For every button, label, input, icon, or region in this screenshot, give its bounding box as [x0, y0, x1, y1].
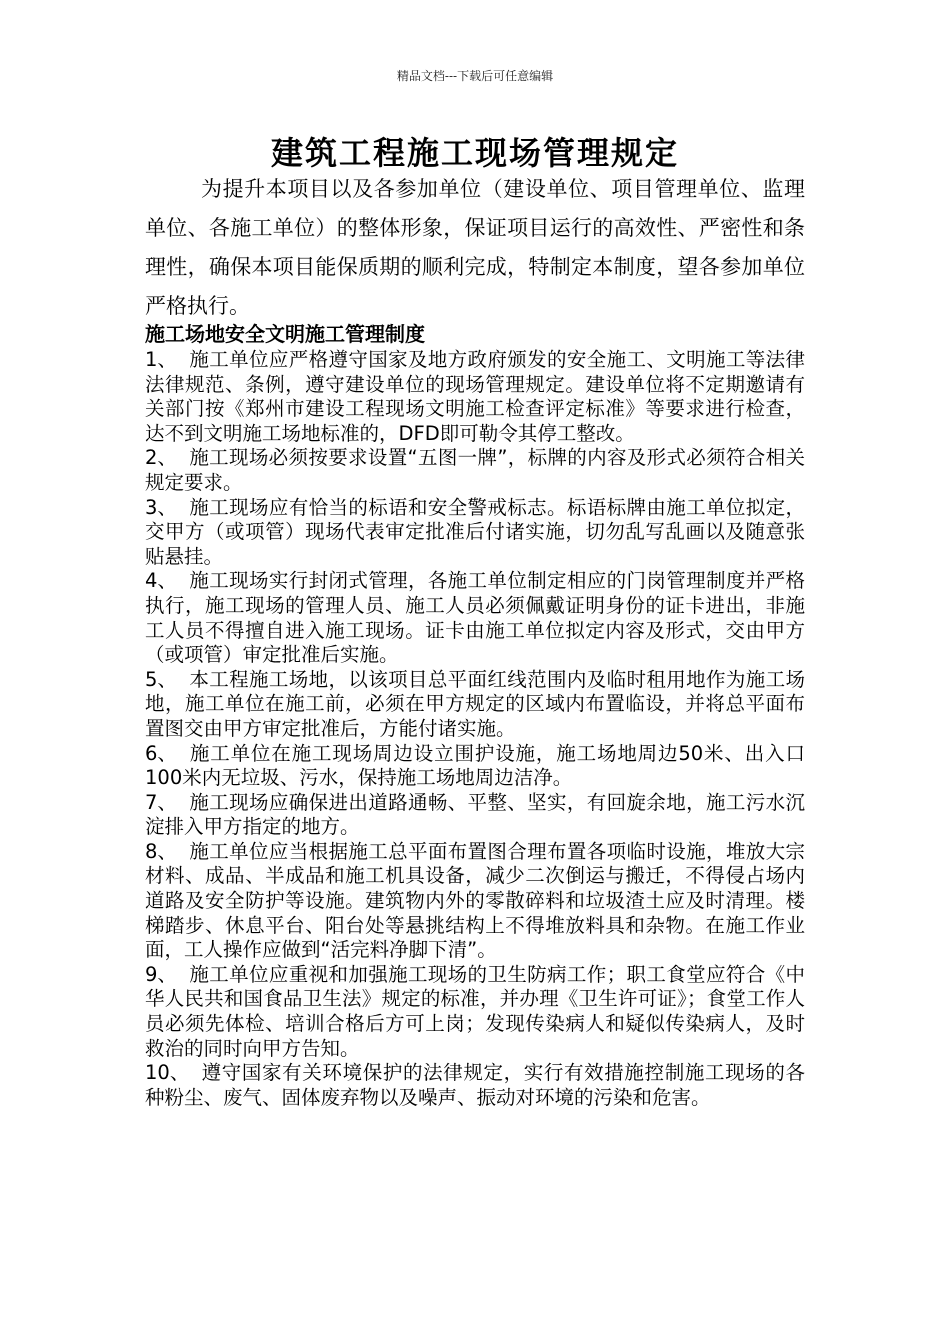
- rule-number: 2、: [145, 446, 177, 470]
- rule-item-10: [145, 1061, 805, 1110]
- rule-text: 施工现场实行封闭式管理，各施工单位制定相应的门岗管理制度并严格执行，施工现场的管理人员、施工人员必须佩戴证明身份的证卡进出，非施工人员不得擅自进入施工现场。证卡由施工单位拟定内容及形式，交由甲方（或项管）审定批准后实施。: [145, 569, 805, 667]
- rule-item-6: [145, 742, 805, 791]
- document-title: 建筑工程施工现场管理规定: [270, 134, 679, 172]
- rule-text: 施工现场应确保进出道路通畅、平整、坚实，有回旋余地，施工污水沉淀排入甲方指定的地方。: [145, 790, 805, 839]
- rule-number: 9、: [145, 962, 177, 986]
- rule-item-9: [145, 963, 805, 1061]
- rule-text: 施工单位应重视和加强施工现场的卫生防病工作；职工食堂应符合《中华人民共和国食品卫生法》规定的标准，并办理《卫生许可证》；食堂工作人员必须先体检、培训合格后方可上岗；发现传染病人和疑似传染病人，及时救治的同时向甲方告知。: [145, 962, 805, 1060]
- rule-number: 5、: [145, 667, 177, 691]
- rule-number: 8、: [145, 839, 177, 863]
- intro-paragraph: 为提升本项目以及各参加单位（建设单位、项目管理单位、监理单位、各施工单位）的整体形象，保证项目运行的高效性、严密性和条理性，确保本项目能保质期的顺利完成，特制定本制度，望各参加单位严格执行。: [145, 177, 805, 318]
- rule-item-2: [145, 446, 805, 495]
- rule-item-3: [145, 496, 805, 570]
- header-note: 精品文档---下载后可任意编辑: [396, 69, 554, 83]
- rule-text: 施工现场必须按要求设置“五图一牌”，标牌的内容及形式必须符合相关规定要求。: [145, 446, 805, 494]
- rule-item-8: [145, 840, 805, 963]
- rule-text: 施工现场应有恰当的标语和安全警戒标志。标语标牌由施工单位拟定，交甲方（或项管）现场代表审定批准后付诸实施，切勿乱写乱画以及随意张贴悬挂。: [145, 495, 805, 568]
- rule-text: 遵守国家有关环境保护的法律规定，实行有效措施控制施工现场的各种粉尘、废气、固体废弃物以及噪声、振动对环境的污染和危害。: [145, 1061, 805, 1109]
- rule-number: 1、: [145, 348, 177, 371]
- rule-number: 3、: [145, 495, 177, 519]
- rule-item-1: [145, 348, 805, 446]
- rule-item-5: [145, 668, 805, 742]
- rule-item-7: [145, 791, 805, 840]
- rule-text: 施工单位在施工现场周边设立围护设施，施工场地周边50米、出入口100米内无垃圾、污水，保持施工场地周边洁净。: [145, 741, 805, 790]
- rule-number: 6、: [145, 741, 177, 765]
- rule-text: 本工程施工场地，以该项目总平面红线范围内及临时租用地作为施工场地，施工单位在施工前，必须在甲方规定的区域内布置临设，并将总平面布置图交由甲方审定批准后，方能付诸实施。: [145, 667, 805, 740]
- rules-list: [145, 348, 805, 1110]
- rule-number: 4、: [145, 569, 177, 593]
- rule-item-4: [145, 569, 805, 667]
- rule-number: 7、: [145, 790, 177, 814]
- section-heading: 施工场地安全文明施工管理制度: [145, 322, 425, 346]
- rule-number: 10、: [145, 1061, 190, 1085]
- rule-text: 施工单位应严格遵守国家及地方政府颁发的安全施工、文明施工等法律法律规范、条例，遵守建设单位的现场管理规定。建设单位将不定期邀请有关部门按《郑州市建设工程现场文明施工检查评定标准》等要求进行检查，达不到文明施工场地标准的，DFD即可勒令其停工整改。: [145, 348, 805, 445]
- rule-text: 施工单位应当根据施工总平面布置图合理布置各项临时设施，堆放大宗材料、成品、半成品和施工机具设备，减少二次倒运与搬迁，不得侵占场内道路及安全防护等设施。建筑物内外的零散碎料和垃圾渣土应及时清理。楼梯踏步、休息平台、阳台处等悬挑结构上不得堆放料具和杂物。在施工作业面，工人操作应做到“活完料净脚下清”。: [145, 839, 805, 962]
